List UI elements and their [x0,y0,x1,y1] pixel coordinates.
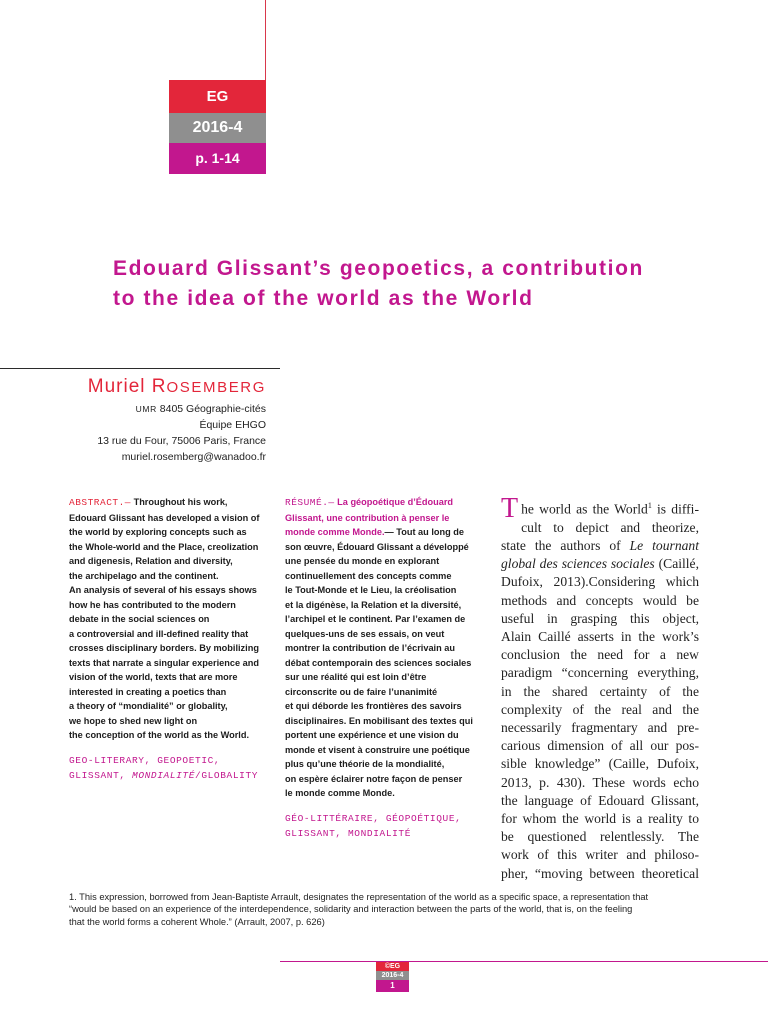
keywords-french [285,812,485,841]
abstract-line: Edouard Glissant has developed a vision of [69,512,260,523]
footnote [69,891,709,928]
abstract-line: a controversial and ill-defined reality that [69,628,249,639]
body-line: work of this writer and philoso- [501,847,699,863]
body-line: pher, “moving between theoretical [501,865,699,881]
body-line: carious dimension of all our pos- [501,738,699,754]
abstract-line: interested in creating a poetics than [69,686,227,697]
resume-line: le monde comme Monde. [285,788,395,798]
body-line: state the authors of Le tournant [501,537,699,553]
abstract-line: An analysis of several of his essays shows [69,585,257,595]
footnote-line: “would be based on an experience of the interdependence, solidarity and interaction between the parts of the world, that is, on the feeling [69,904,633,915]
author-rule [0,368,280,369]
author-last-initial: R [151,376,167,397]
resume-line: une pensée du monde en explorant [285,556,440,566]
keywords-line-2: GLISSANT, MONDIALITÉ/GLOBALITY [69,769,259,781]
body-line: methods and concepts would be [501,592,699,608]
title-line-2: to the idea of the world as the World [113,287,534,310]
mots-cles-line-2: GLISSANT, MONDIALITÉ [285,827,412,839]
author-last-rest: OSEMBERG [166,379,266,396]
abstract-line: and digenesis, Relation and diversity, [69,556,233,566]
abstract-line: texts that narrate a singular experience and [69,657,259,668]
body-line: global des sciences sociales (Caillé, [501,556,699,572]
resume-line: continuellement des concepts comme [285,570,452,581]
abstract-line: the archipelago and the continent. [69,570,219,581]
body-line: 2013, p. 430). These words echo [501,774,699,790]
resume-line: RÉSUMÉ.— La géopoétique d’Édouard [285,497,454,508]
mots-cles-line-1: GÉO-LITTÉRAIRE, GÉOPOÉTIQUE, [285,813,462,824]
author-address: 13 rue du Four, 75006 Paris, France [97,435,266,447]
resume-line: montrer la contribution de l’écrivain au [285,643,456,653]
footer-journal-tag: ©EG [376,962,409,971]
author-unit [40,401,266,417]
resume-line: monde et visent à construire une poétique [285,744,470,755]
abstract-line: the world by exploring concepts such as [69,527,247,537]
body-line: necessarily fragmentary and pre- [501,719,699,735]
resume-label: RÉSUMÉ.— [285,497,335,508]
body-line: Dufoix, 2013).Considering which [501,574,699,590]
author-team: Équipe EHGO [199,419,266,431]
resume-line: circonscrite ou de faire l’unanimité [285,686,438,697]
resume-line: quelques-uns de ses essais, on veut [285,628,445,639]
abstract-line: ABSTRACT.— Throughout his work, [69,497,228,508]
footnote-line: 1. This expression, borrowed from Jean-Baptiste Arrault, designates the representation of the world as a specific space, a representation that [69,892,649,902]
body-line: the language of Edouard Glissant, [501,792,699,808]
body-text [501,493,699,883]
unit-text: 8405 Géographie-cités [156,403,266,415]
body-line: paradigm “concerning everything, [501,665,699,681]
body-line: sible knowledge” (Caille, Dufoix, [501,756,699,772]
keywords-english [69,754,269,783]
resume-line: son œuvre, Édouard Glissant a développé [285,541,469,552]
keywords-line-1: GEO-LITERARY, GEOPOETIC, [69,755,221,766]
body-line: Alain Caillé asserts in the work’s [501,628,699,644]
journal-tag: EG [169,80,266,113]
author-email[interactable]: muriel.rosemberg@wanadoo.fr [121,451,266,463]
title-line-1: Edouard Glissant’s geopoetics, a contribution [113,257,644,280]
abstract-label: ABSTRACT.— [69,497,132,508]
footer-rule [280,961,768,962]
abstract-line: debate in the social sciences on [69,614,210,624]
resume-line: monde comme Monde.— Tout au long de [285,527,464,537]
resume-line: portent une expérience et une vision du [285,730,459,740]
abstract-line: a theory of “mondialité” or globality, [69,701,228,711]
footer-issue-tag: 2016-4 [376,971,409,980]
resume-line: l’archipel et le continent. Par l’examen de [285,614,466,624]
footnote-ref[interactable]: 1 [647,501,652,510]
drop-cap: T [501,493,519,524]
resume-line: et qui déborde les frontières des savoirs [285,701,462,711]
resume-title-line: Glissant, une contribution à penser le [285,512,450,523]
resume-line: débat contemporain des sciences sociales [285,657,472,668]
body-line: in the shared certainty of the [501,683,699,699]
issue-tag: 2016-4 [169,113,266,143]
body-line: for whom the world is a reality to [501,810,699,826]
resume-line: sur une réalité qui est loin d’être [285,672,427,682]
resume-line: on espère éclairer notre façon de penser [285,773,463,784]
abstract-french [285,495,477,801]
footnote-line: that the world forms a coherent Whole.” (Arrault, 2007, p. 626) [69,916,325,927]
body-line: conclusion the need for a new [501,647,699,663]
author-name [40,376,266,398]
abstract-english [69,495,265,743]
body-line: he world as the World$^1$ is diffi- [521,501,699,517]
body-line: be questioned relentlessly. The [501,829,699,845]
body-line: complexity of the real and the [501,701,699,717]
pages-tag: p. 1-14 [169,143,266,174]
article-title [113,254,733,314]
body-line: cult to depict and theorize, [521,519,699,535]
resume-line: plus qu’une théorie de la mondialité, [285,759,445,769]
resume-line: le Tout-Monde et le Lieu, la créolisation [285,585,457,595]
unit-sc: UMR [135,404,157,414]
page-number: 1 [376,980,409,992]
abstract-line: we hope to shed new light on [69,715,198,726]
abstract-line: the Whole-world and the Place, creolization [69,541,259,552]
abstract-line: crosses disciplinary borders. By mobilizing [69,643,259,653]
author-first-name: Muriel [87,376,146,397]
body-line: useful in grasping this object, [501,610,699,626]
abstract-line: vision of the world, texts that are more [69,672,238,682]
abstract-line: how he has contributed to the modern [69,599,236,610]
abstract-line: the conception of the world as the World. [69,730,250,740]
resume-line: et la digénèse, la Relation et la diversité, [285,599,462,610]
resume-line: disciplinaires. En mobilisant des textes qui [285,715,473,726]
